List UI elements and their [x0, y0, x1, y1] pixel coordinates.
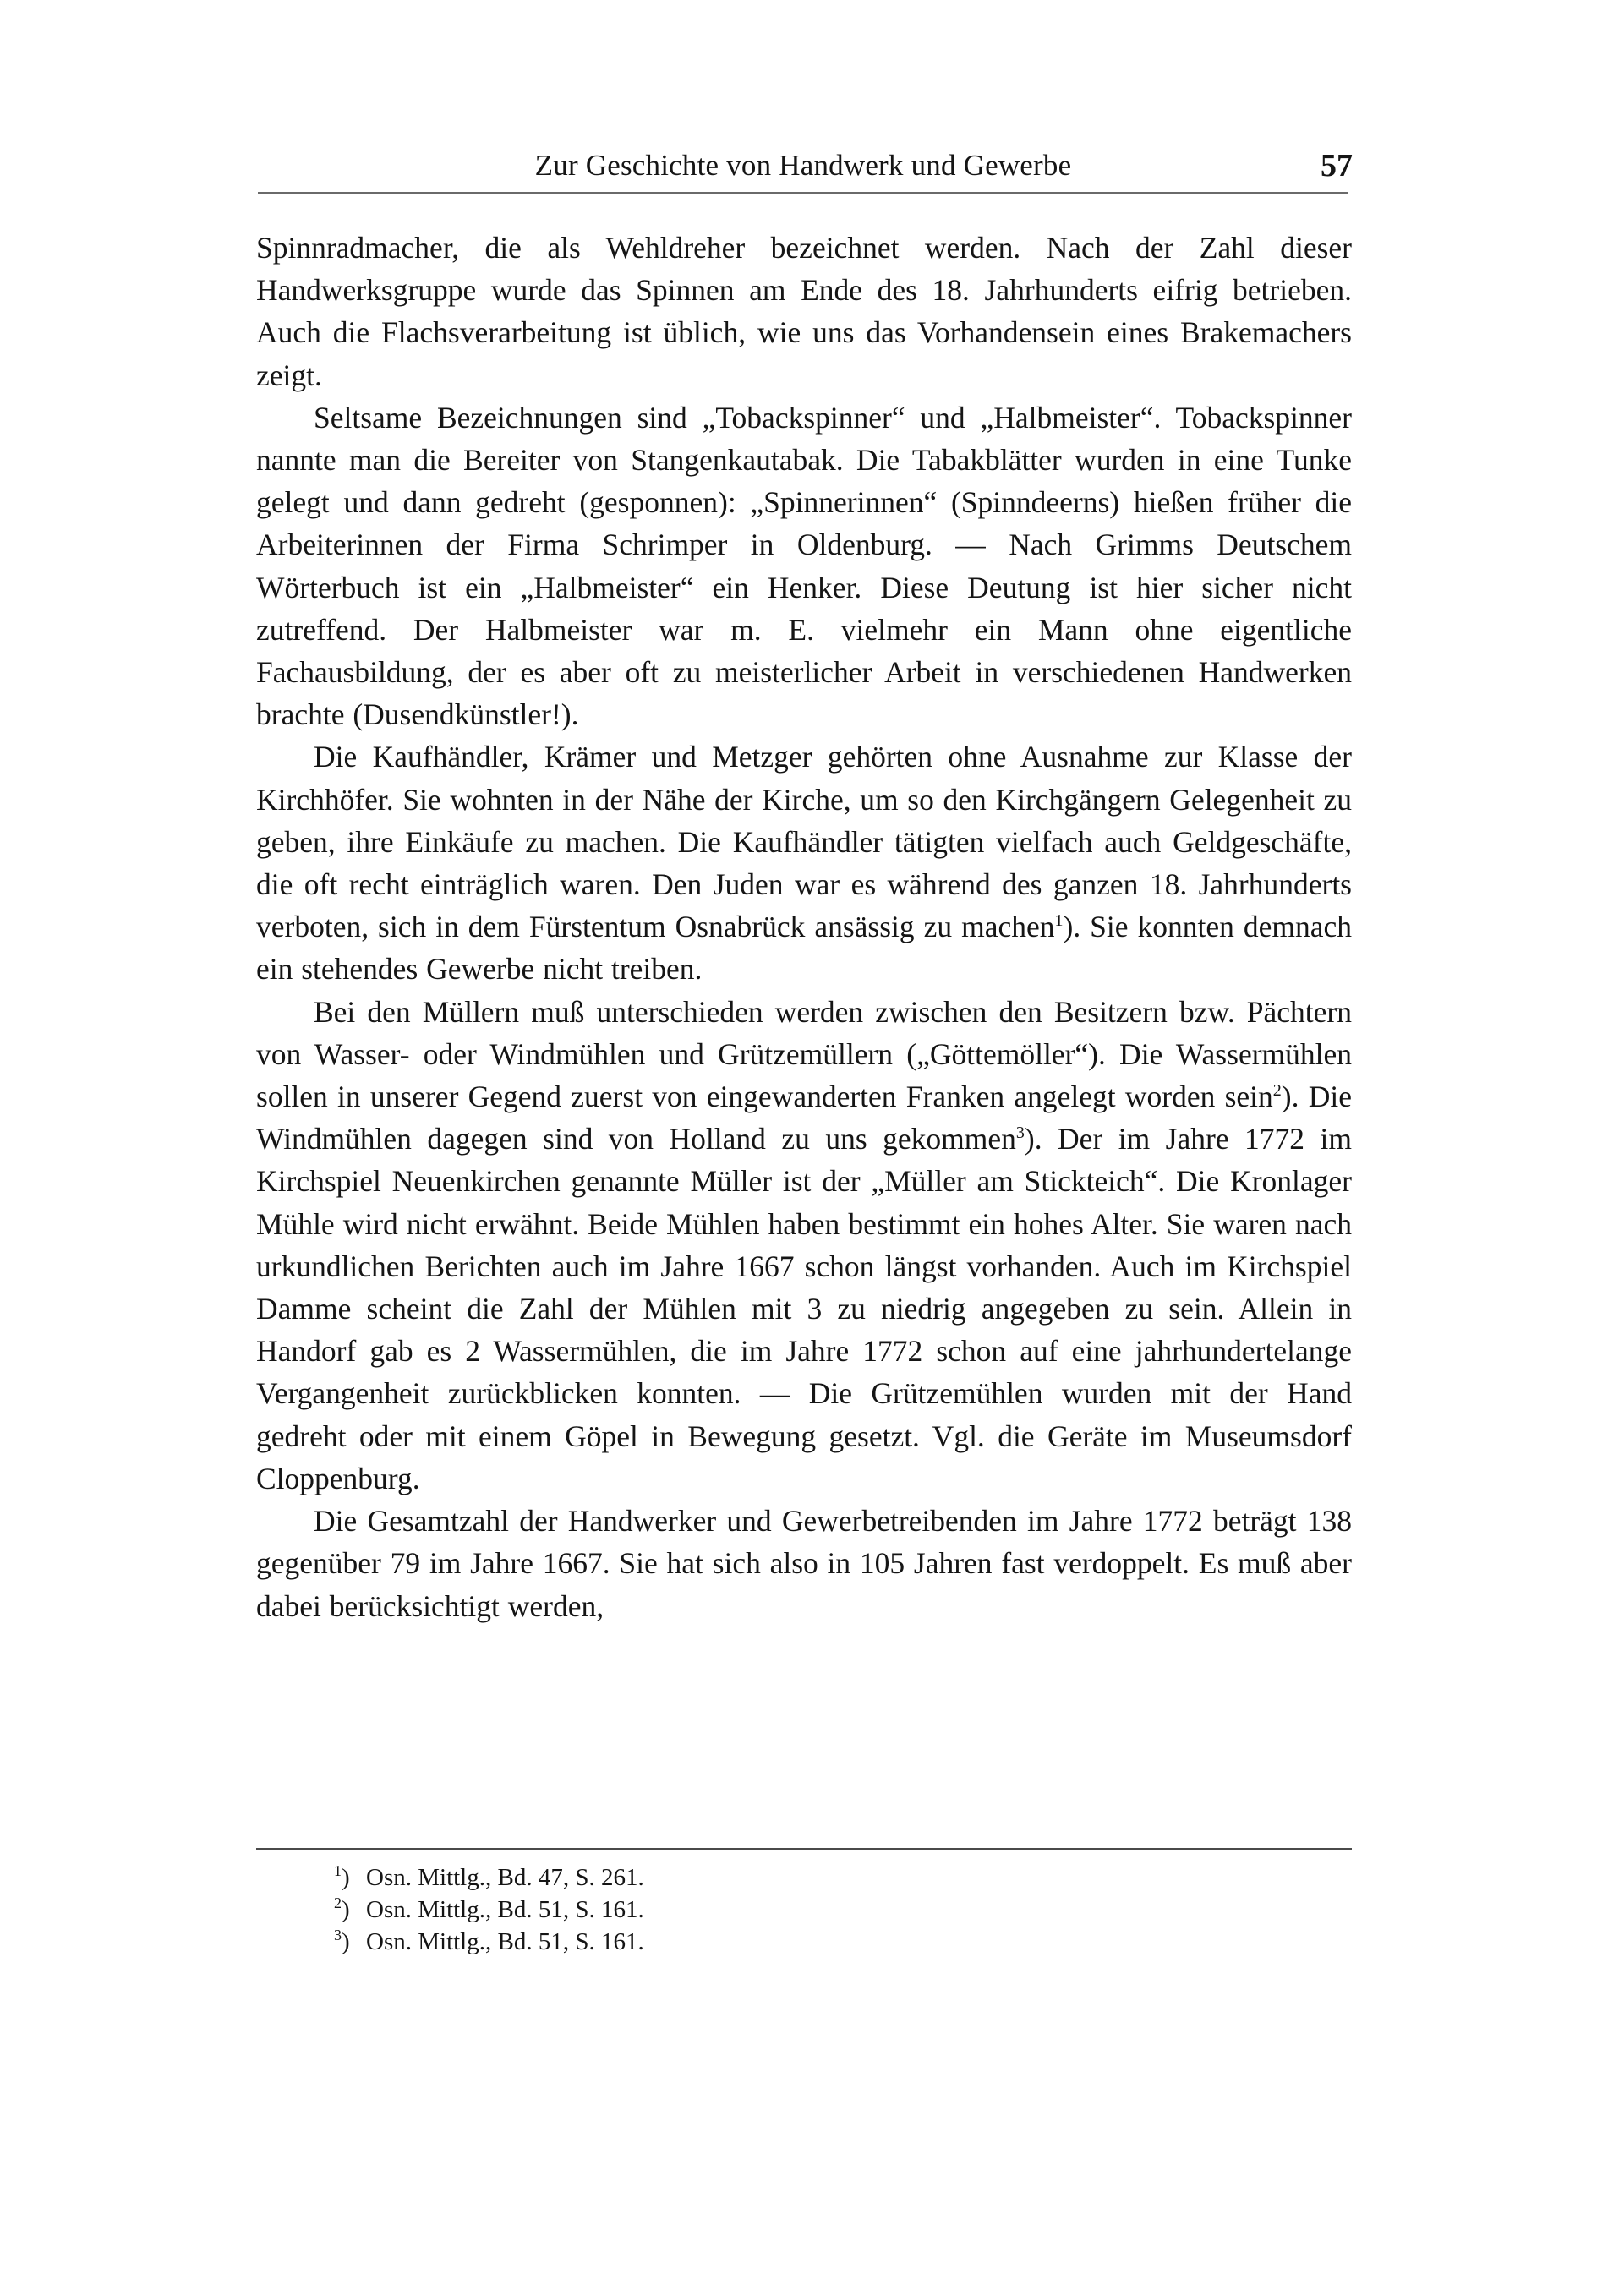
footnote-bracket: ) [342, 1928, 350, 1955]
footnote-item [334, 1861, 1179, 1894]
paragraph-text: ). Die Windmühlen dagegen sind von Holland zu uns gekommen [256, 1080, 1352, 1156]
paragraph-text: Bei den Müllern muß unterschieden werden zwischen den Besitzern bzw. Pächtern von Wasser- oder Windmühlen und Grützemüllern („Göttemöller“). Die Wassermühlen sollen in unserer Gegend zuerst von eingewanderten Franken angelegt worden sein [256, 994, 1352, 1114]
paragraph-text: Seltsame Bezeichnungen sind „Tobackspinner“ und „Halbmeister“. Tobackspinner nannte man die Bereiter von Stangenkautabak. Die Tabakblätter wurden in eine Tunke gelegt und dann gedreht (gesponnen): „Spinnerinnen“ (Spinndeerns) hießen früher die Arbeiterinnen der Firma Schrimper in Oldenburg. — Nach Grimms Deutschem Wörterbuch ist ein „Halbmeister“ ein Henker. Diese Deutung ist hier sicher nicht zutreffend. Der Halbmeister war m. E. vielmehr ein Mann ohne eigentliche Fachausbildung, der es aber oft zu meisterlicher Arbeit in verschiedenen Handwerken brachte (Dusendkünstler!). [256, 400, 1352, 732]
paragraph-continuation [256, 227, 1352, 396]
page-header [254, 144, 1353, 194]
paragraph-text: ). Sie konnten demnach ein stehendes Gewerbe nicht treiben. [256, 910, 1353, 987]
footnote-number: 2 [334, 1894, 342, 1911]
footnote-text: Osn. Mittlg., Bd. 47, S. 261. [366, 1864, 644, 1891]
footnote-text: Osn. Mittlg., Bd. 51, S. 161. [366, 1928, 644, 1955]
running-title: Zur Geschichte von Handwerk und Gewerbe [534, 149, 1072, 182]
footnote-reference: 3 [1015, 1123, 1025, 1143]
page-number: 57 [1321, 148, 1353, 183]
footnote-number: 1 [334, 1862, 342, 1879]
footnotes [334, 1861, 1179, 1958]
paragraph-text: Die Gesamtzahl der Handwerker und Gewerbetreibenden im Jahre 1772 beträgt 138 gegenüber 79 im Jahre 1667. Sie hat sich also in 105 Jahren fast verdoppelt. Es muß aber dabei berücksichtigt werden, [256, 1504, 1352, 1623]
paragraph-tobackspinner [256, 396, 1352, 736]
footnote-rule [256, 1848, 1352, 1850]
paragraph-muellern [256, 991, 1352, 1500]
paragraph-gesamtzahl [256, 1500, 1352, 1627]
paragraph-text: ). Der im Jahre 1772 im Kirchspiel Neuenkirchen genannte Müller ist der „Müller am Stickteich“. Die Kronlager Mühle wird nicht erwähnt. Beide Mühlen haben bestimmt ein hohes Alter. Sie waren nach urkundlichen Berichten auch im Jahre 1667 schon längst vorhanden. Auch im Kirchspiel Damme scheint die Zahl der Mühlen mit 3 zu niedrig angegeben zu sein. Allein in Handorf gab es 2 Wassermühlen, die im Jahre 1772 schon auf eine jahrhundertelange Vergangenheit zurückblicken konnten. — Die Grützemühlen wurden mit der Hand gedreht oder mit einem Göpel in Bewegung gesetzt. Vgl. die Geräte im Museumsdorf Cloppenburg. [256, 1122, 1353, 1495]
footnote-bracket: ) [342, 1896, 350, 1923]
footnote-item [334, 1926, 1179, 1958]
footnote-marker [334, 1926, 366, 1958]
footnote-reference: 2 [1272, 1081, 1282, 1101]
header-rule [258, 192, 1348, 194]
footnote-item [334, 1894, 1179, 1926]
paragraph-text: Spinnradmacher, die als Wehldreher bezeichnet werden. Nach der Zahl dieser Handwerksgruppe wurde das Spinnen am Ende des 18. Jahrhunderts eifrig betrieben. Auch die Flachsverarbeitung ist üblich, wie uns das Vorhandensein eines Brakemachers zeigt. [256, 231, 1352, 392]
footnote-marker [334, 1861, 366, 1894]
paragraph-text: Die Kaufhändler, Krämer und Metzger gehörten ohne Ausnahme zur Klasse der Kirchhöfer. Sie wohnten in der Nähe der Kirche, um so den Kirchgängern Gelegenheit zu geben, ihre Einkäufe zu machen. Die Kaufhändler tätigten vielfach auch Geldgeschäfte, die oft recht einträglich waren. Den Juden war es während des ganzen 18. Jahrhunderts verboten, sich in dem Fürstentum Osnabrück ansässig zu machen [256, 740, 1352, 944]
paragraph-kaufhaendler [256, 735, 1352, 990]
footnote-marker [334, 1894, 366, 1926]
footnote-text: Osn. Mittlg., Bd. 51, S. 161. [366, 1896, 644, 1923]
footnote-bracket: ) [342, 1864, 350, 1891]
footnote-reference: 1 [1054, 911, 1064, 931]
footnote-number: 3 [334, 1927, 342, 1943]
main-text [256, 227, 1352, 1627]
